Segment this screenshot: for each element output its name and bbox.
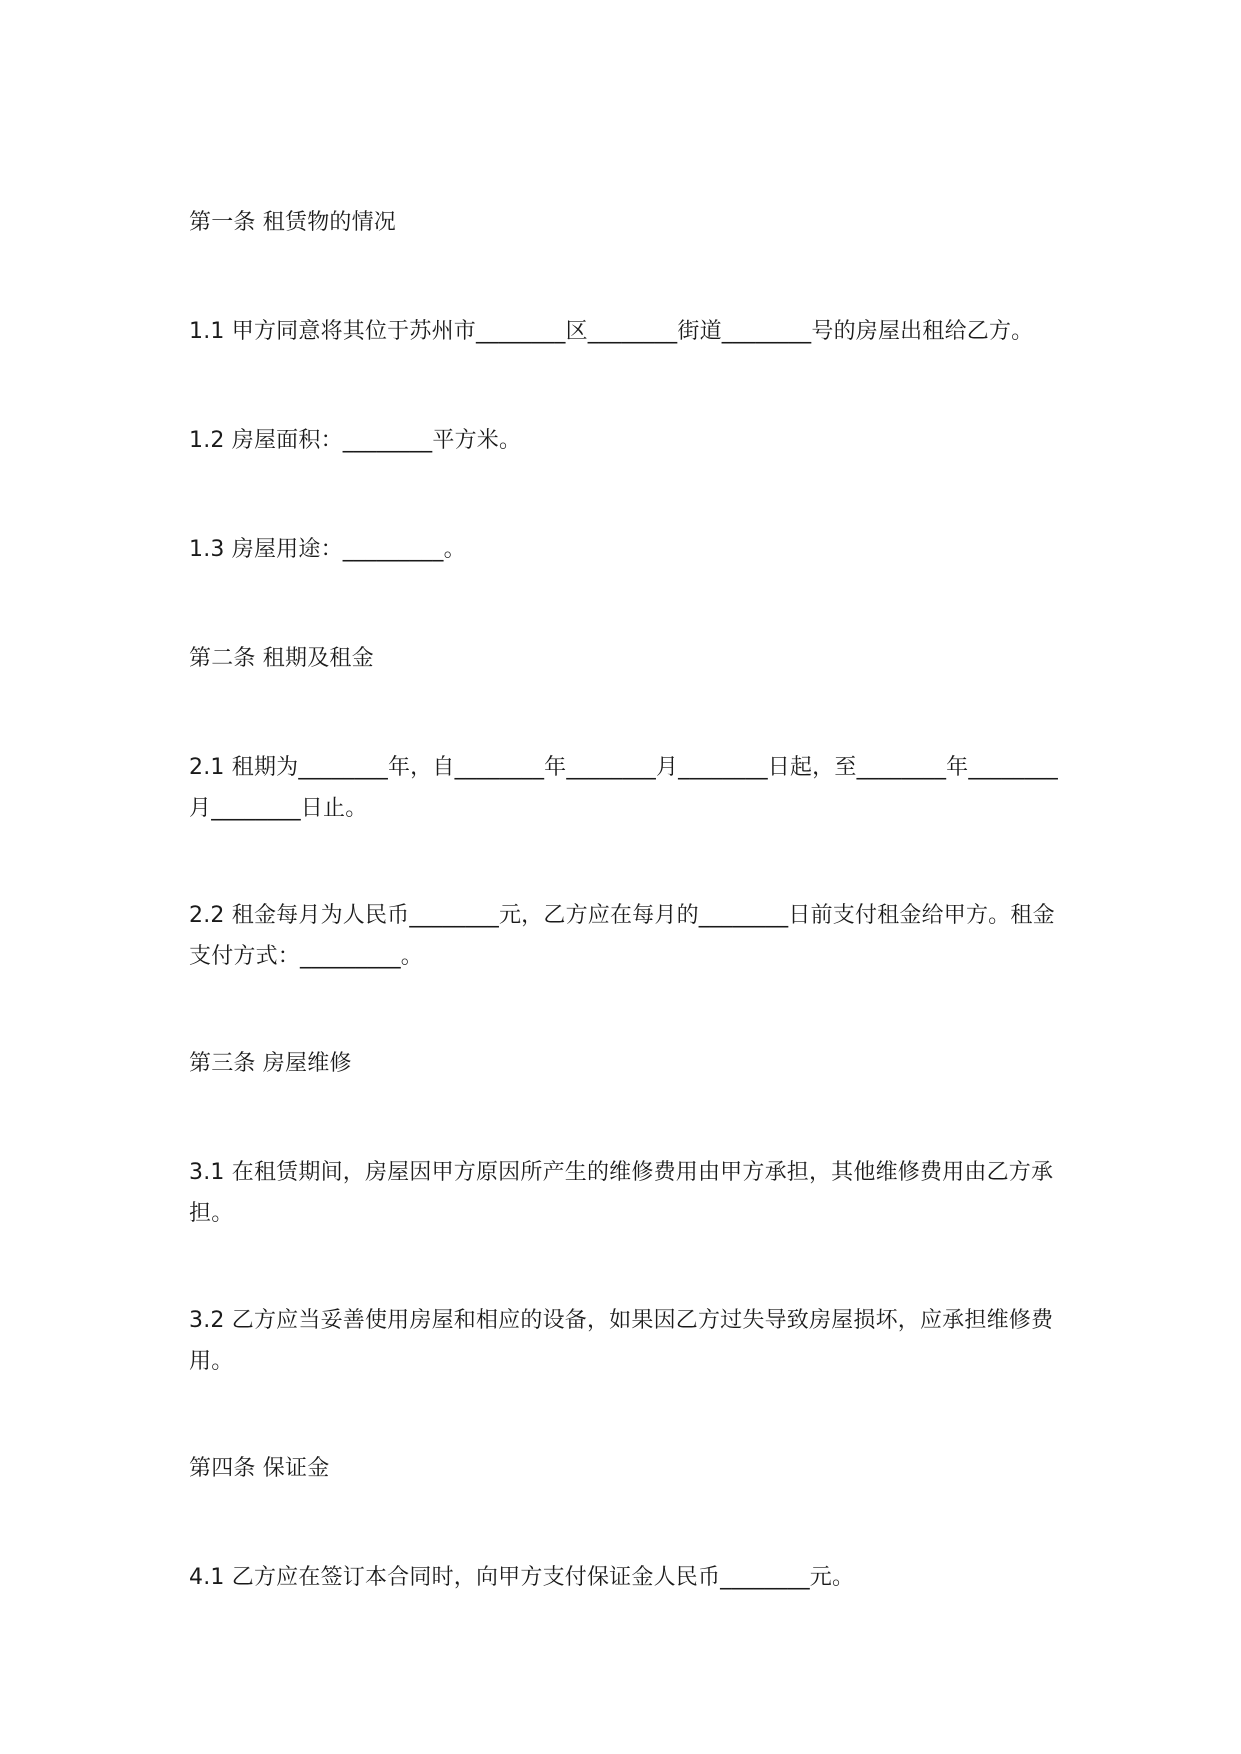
clause-4-1: 4.1 乙方应在签订本合同时，向甲方支付保证金人民币________元。 bbox=[189, 1565, 855, 1590]
section-heading-2: 第二条 租期及租金 bbox=[189, 646, 374, 671]
clause-2-2: 2.2 租金每月为人民币________元，乙方应在每月的________日前支付租金给甲方。租金支付方式：_________。 bbox=[189, 903, 1055, 969]
clause-1-2: 1.2 房屋面积：________平方米。 bbox=[189, 428, 522, 453]
clause-3-2: 3.2 乙方应当妥善使用房屋和相应的设备，如果因乙方过失导致房屋损坏，应承担维修费用。 bbox=[189, 1308, 1054, 1374]
section-heading-1: 第一条 租赁物的情况 bbox=[189, 210, 396, 235]
clause-1-3: 1.3 房屋用途：_________。 bbox=[189, 537, 466, 562]
clause-2-1: 2.1 租期为________年，自________年________月________日起，至________年________月________日止。 bbox=[189, 755, 1058, 821]
section-heading-3: 第三条 房屋维修 bbox=[189, 1051, 352, 1076]
clause-1-1: 1.1 甲方同意将其位于苏州市________区________街道________号的房屋出租给乙方。 bbox=[189, 319, 1034, 344]
section-heading-4: 第四条 保证金 bbox=[189, 1456, 330, 1481]
clause-3-1: 3.1 在租赁期间，房屋因甲方原因所产生的维修费用由甲方承担，其他维修费用由乙方承担。 bbox=[189, 1160, 1054, 1226]
